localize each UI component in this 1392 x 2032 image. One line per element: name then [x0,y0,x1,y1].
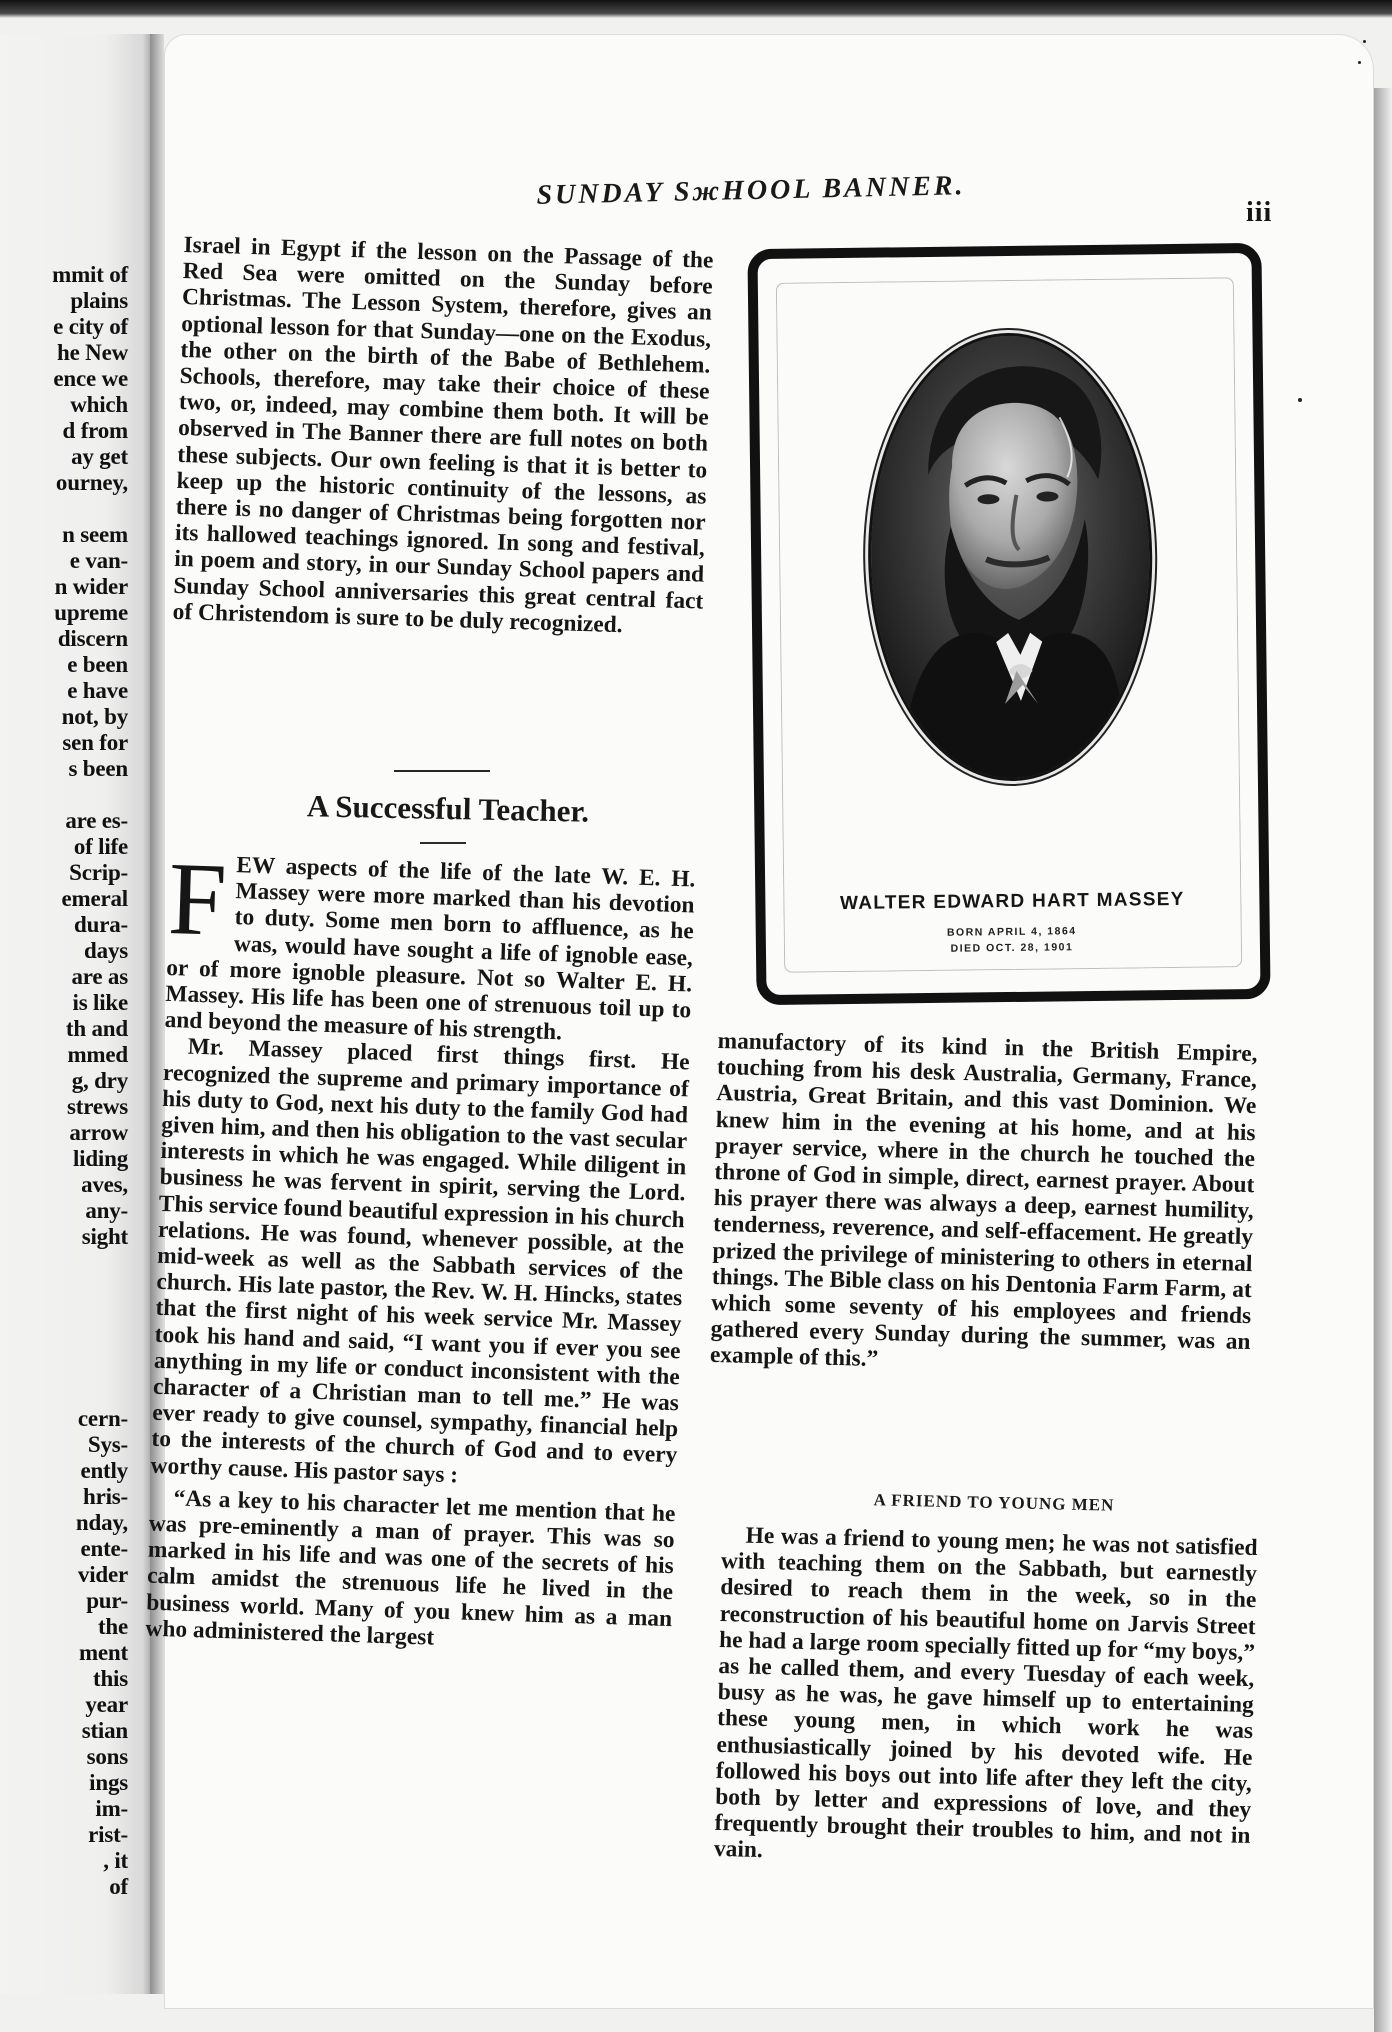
print-speck [1298,398,1302,402]
print-speck [1363,40,1366,43]
left-page [0,34,154,1994]
article-subheading: A FRIEND TO YOUNG MEN [873,1490,1115,1515]
top-left-paragraph: Israel in Egypt if the lesson on the Passage of the Red Sea were omitted on the Sunday before Christmas. The Lesson System, therefore, gives an optional lesson for that Sunday—one on the Exodus, the other on the birth of the Babe of Bethlehem. Schools, therefore, may take their choice of these two, or, indeed, may combine them both. It will be observed in The Banner there are full notes on both these subjects. Our own feeling is that it is better to keep up the historic continuity of the lessons, as there is no danger of Christmas being forgotten nor its hallowed teachings ignored. In song and festival, in poem and story, in our Sunday School papers and Sunday School anniversaries this great central fact of Christendom is sure to be duly recognized. [172,232,714,639]
final-paragraph: He was a friend to young men; he was not satisfied with teaching them on the Sabbath, but earnestly desired to reach them in the week, so in the reconstruction of his beautiful home on Jarvis Street he had a large room specially fitted up for “my boys,” as he called them, and every Tuesday of each week, busy as he was, he gave himself up to entertaining these young men, in which work he was enthusiastically joined by his devoted wife. He followed his boys out into life after they left the city, both by letter and expressions of love, and they frequently brought their troubles to him, and not in vain. [713,1522,1258,1864]
final-article-column [714,1522,1258,1876]
title-rule [420,842,466,844]
top-left-article-column [172,232,713,641]
portrait-caption-died: DIED OCT. 28, 1901 [950,941,1074,955]
page-number: iii [1246,197,1273,228]
print-speck [1358,61,1361,64]
book-gutter [150,34,164,1994]
portrait-caption-born: BORN APRIL 4, 1864 [946,925,1077,939]
article-intro-paragraph [164,841,696,1050]
article-title: A Successful Teacher. [306,788,590,829]
portrait-frame [747,243,1270,1005]
article-paragraph-3: “As a key to his character let me mention that he was pre-eminently a man of prayer. This was so marked in his life and was one of the secrets of his calm amidst the strenuous life he lived in the business world. Many of you knew him as a man who administered the largest [145,1485,676,1651]
right-article-column [710,1028,1258,1382]
left-page-text: mmit of plains e city of he New ence we which d from ay get ourney, n seem e van- n wider upreme discern e been e have not, by sen for s been are es- of life Scrip- emeral dura- days are as is like th and mmed g, dry strews arrow liding aves, any- sight cern- Sys- ently hris- nday, ente- vider pur- the ment this year stian sons ings im- rist- , it of [52,262,128,1899]
main-article-column [145,841,696,1664]
drop-cap: F [166,841,228,958]
article-intro-text: EW aspects of the life of the late W. E. H. Massey were more marked than his devotion to duty. Some men born to affluence, as he was, would have sought a life of ignoble ease, or of more ignoble pleasure. Not so Walter E. H. Massey. His life has been one of strenuous toil up to and beyond the measure of his strength. [164,852,696,1046]
right-column-text: manufactory of its kind in the British Empire, touching from his desk Australia, Germany, France, Austria, Great Britain, and this vast Dominion. We knew him in the evening at his home, and at his prayer service, where in the church he touched the throne of God in simple, direct, earnest prayer. About his prayer there was always a deep, earnest humility, tenderness, reverence, and self-effacement. He greatly prized the privilege of ministering to others in eternal things. The Bible class on his Dentonia Farm Farm, at which some seventy of his employees and friends gathered every Sunday during the summer, was an example of this.” [709,1028,1258,1373]
page-header-title: SUNDAY SжHOOL BANNER. [536,170,966,211]
section-divider [394,770,490,772]
top-page-edge [0,0,1392,18]
portrait-caption-name: WALTER EDWARD HART MASSEY [839,888,1185,915]
article-paragraph-2: Mr. Massey placed first things first. He recognized the supreme and primary importance of his duty to God, next his duty to the family God had given him, and then his obligation to the vast secular interests in which he was engaged. While diligent in business he was fervent in spirit, serving the Lord. This service found beautiful expression in his church relations. He was found, whenever possible, at the mid-week as well as the Sabbath services of the church. His late pastor, the Rev. W. H. Hincks, states that the first night of his week service Mr. Massey took his hand and said, “I want you if ever you see anything in my life or conduct inconsistent with the character of a Christian man to tell me.” He was ever ready to give counsel, sympathy, financial help to the interests of the church of God and to every worthy cause. His pastor says : [150,1034,690,1489]
right-page-edge [1374,88,1392,2032]
